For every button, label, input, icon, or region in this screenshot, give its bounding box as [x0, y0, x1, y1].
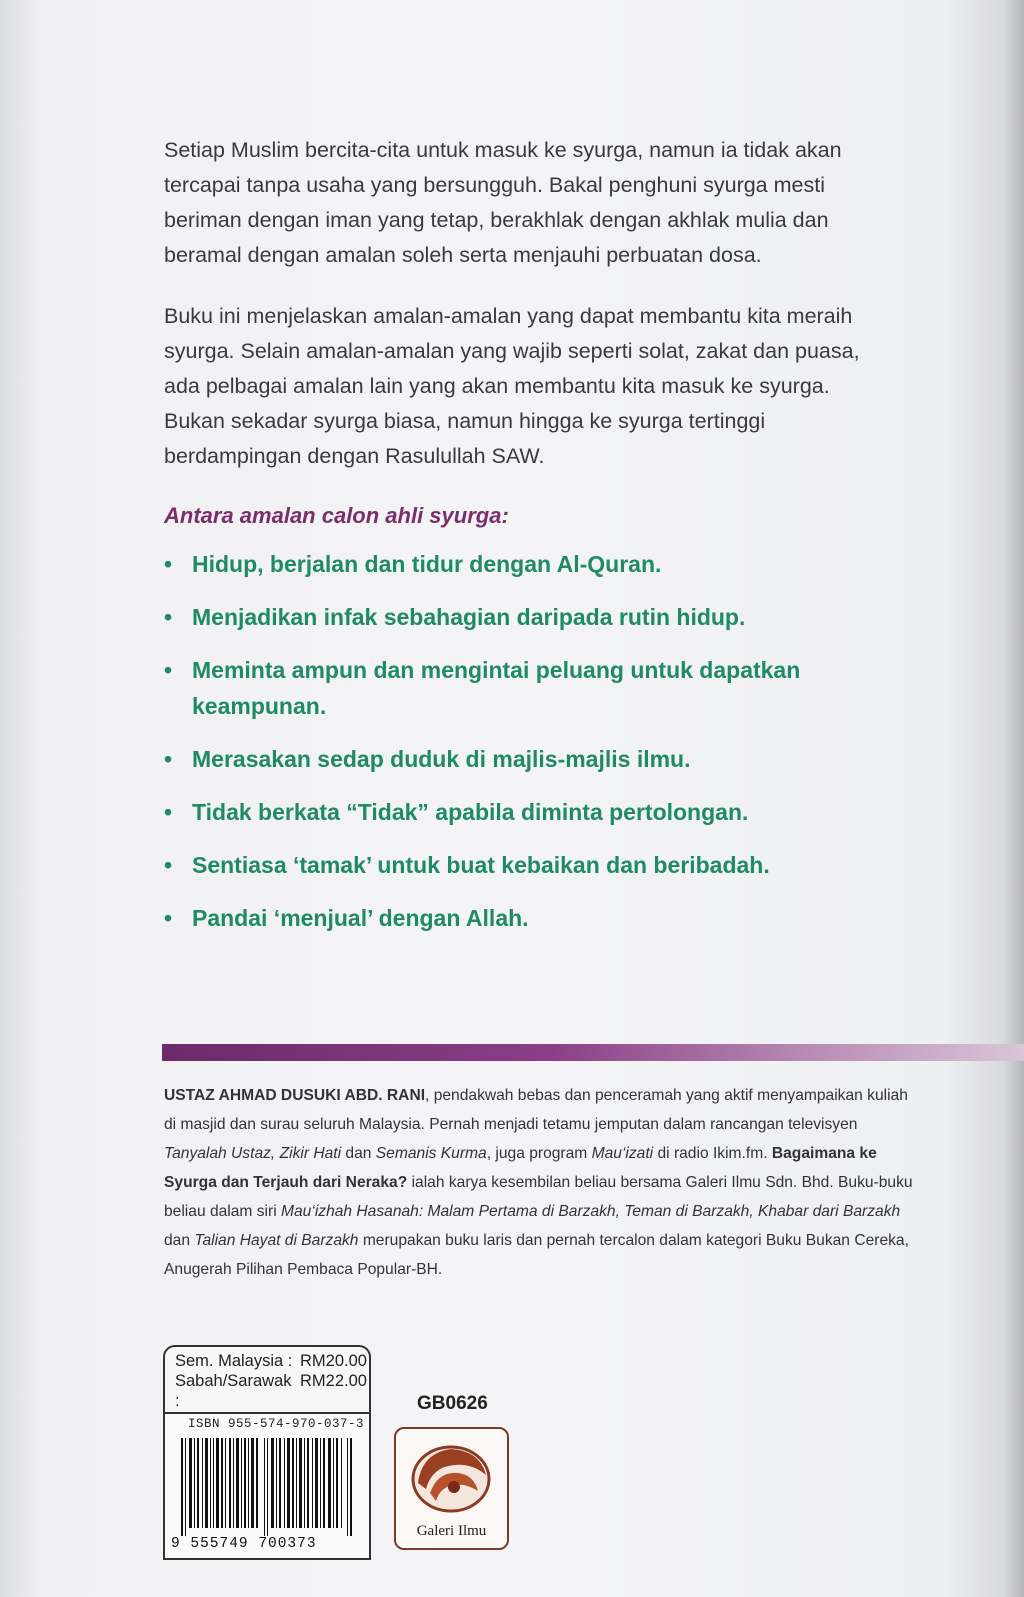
publisher-name: Galeri Ilmu	[416, 1523, 487, 1539]
price-row-sabah-sarawak: Sabah/Sarawak : RM22.00	[175, 1372, 367, 1410]
bullet-icon: •	[164, 905, 173, 931]
book-title: Bagaimana ke Syurga dan Terjauh dari Neraka?	[164, 1145, 877, 1191]
list-item: • Menjadikan infak sebahagian daripada rutin hidup.	[164, 599, 884, 635]
benefits-list	[164, 546, 884, 936]
price-row-malaysia: Sem. Malaysia : RM20.00	[175, 1352, 367, 1370]
intro-paragraph-1: Setiap Muslim bercita-cita untuk masuk ke syurga, namun ia tidak akan tercapai tanpa usaha yang bersungguh. Bakal penghuni syurga mesti beriman dengan iman yang tetap, berakhlak dengan akhlak mulia dan beramal dengan amalan soleh serta menjauhi perbuatan dosa.	[164, 138, 842, 267]
author-name: USTAZ AHMAD DUSUKI ABD. RANI	[164, 1087, 426, 1104]
bullet-icon: •	[164, 657, 173, 683]
bullet-icon: •	[164, 604, 173, 630]
barcode-box	[163, 1414, 371, 1560]
section-divider	[162, 1044, 1024, 1061]
publisher-logo	[394, 1427, 509, 1550]
list-item: • Tidak berkata “Tidak” apabila diminta pertolongan.	[164, 794, 884, 830]
barcode-digits: 9 555749 700373	[171, 1536, 317, 1552]
bullet-icon: •	[164, 799, 173, 825]
author-bio: USTAZ AHMAD DUSUKI ABD. RANI, pendakwah bebas dan penceramah yang aktif menyampaikan kuliah di masjid dan surau seluruh Malaysia. Pernah menjadi tetamu jemputan dalam rancangan televisyen Tanyalah Ustaz, Zikir Hati dan Semanis Kurma, juga program Mau‘izati di radio Ikim.fm. Bagaimana ke Syurga dan Terjauh dari Neraka? ialah karya kesembilan beliau bersama Galeri Ilmu Sdn. Bhd. Buku-buku beliau dalam siri Mau‘izhah Hasanah: Malam Pertama di Barzakh, Teman di Barzakh, Khabar dari Barzakh dan Talian Hayat di Barzakh merupakan buku laris dan pernah tercalon dalam kategori Buku Bukan Cereka, Anugerah Pilihan Pembaca Popular-BH.	[164, 1087, 913, 1278]
list-item: • Hidup, berjalan dan tidur dengan Al-Quran.	[164, 546, 884, 582]
intro-paragraph-2: Buku ini menjelaskan amalan-amalan yang dapat membantu kita meraih syurga. Selain amalan-amalan yang wajib seperti solat, zakat dan puasa, ada pelbagai amalan lain yang akan membantu kita masuk ke syurga. Bukan sekadar syurga biasa, namun hingga ke syurga tertinggi berdampingan dengan Rasulullah SAW.	[164, 304, 860, 468]
list-heading: Antara amalan calon ahli syurga:	[164, 503, 509, 528]
spine-edge	[1002, 0, 1024, 1597]
barcode-icon	[175, 1438, 361, 1536]
list-item: • Pandai ‘menjual’ dengan Allah.	[164, 900, 884, 936]
list-item: • Meminta ampun dan mengintai peluang untuk dapatkan keampunan.	[164, 652, 884, 724]
list-item: • Sentiasa ‘tamak’ untuk buat kebaikan dan beribadah.	[164, 847, 884, 883]
bullet-icon: •	[164, 551, 173, 577]
isbn-label: ISBN 955-574-970-037-3	[188, 1417, 365, 1431]
galeri-ilmu-logo-icon	[396, 1431, 507, 1523]
blurb-section	[164, 133, 884, 953]
product-code: GB0626	[417, 1393, 488, 1414]
bullet-icon: •	[164, 746, 173, 772]
bullet-icon: •	[164, 852, 173, 878]
list-item: • Merasakan sedap duduk di majlis-majlis ilmu.	[164, 741, 884, 777]
price-box	[163, 1345, 371, 1414]
